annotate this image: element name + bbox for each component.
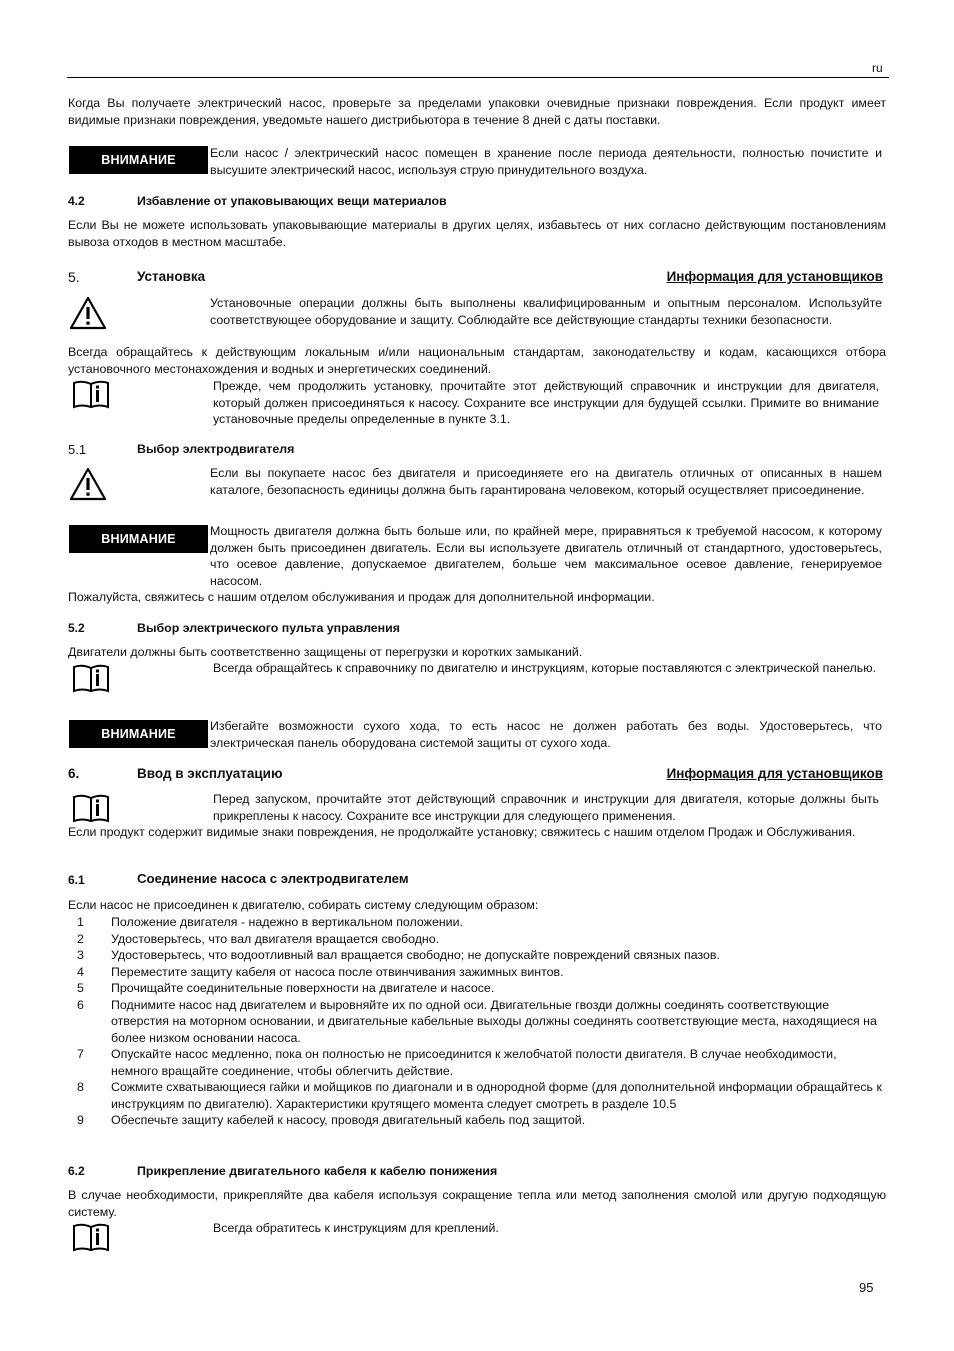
section-number: 6.2 — [68, 1164, 85, 1178]
danger-text: Если вы покупаете насос без двигателя и присоединяете его на двигатель отличных от описанных в нашем каталоге, безопасность единицы должна быть гарантирована человеком, который осуществляет присоединение. — [210, 466, 882, 497]
section-number: 5.1 — [68, 442, 87, 457]
step-number: 4 — [77, 964, 84, 979]
steps-intro: Если насос не присоединен к двигателю, собирать систему следующим образом: — [68, 898, 539, 912]
chapter-number: 6. — [68, 766, 80, 781]
section-paragraph: Всегда обращайтесь к действующим локальным и/или национальным стандартам, законодательству и кодам, касающихся отбора установочного местонахождения и водных и энергетических соединений. — [68, 345, 886, 376]
section-title: Соединение насоса с электродвигателем — [137, 871, 409, 886]
list-item — [68, 964, 888, 981]
info-text: Всегда обратитесь к инструкциям для креплений. — [213, 1221, 499, 1235]
step-number: 9 — [77, 1113, 84, 1127]
step-text: Удостоверьтесь, что вал двигателя вращается свободно. — [111, 931, 440, 946]
section-paragraph: Если продукт содержит видимые знаки повреждения, не продолжайте установку; свяжитесь с нашим отделом Продаж и Обслуживания. — [68, 825, 856, 839]
section-paragraph: Пожалуйста, свяжитесь с нашим отделом обслуживания и продаж для дополнительной информации. — [68, 590, 655, 604]
chapter-title: Установка — [137, 269, 206, 284]
step-text: Опускайте насос медленно, пока он полностью не присоединится к желобчатой полости двигателя. В случае необходимости, немного вращайте соединение, чтобы облегчить действие. — [111, 1047, 837, 1078]
chapter-number: 5. — [68, 269, 80, 285]
section-paragraph: В случае необходимости, прикрепляйте два кабеля используя сокращение тепла или метод заполнения смолой или другую подходящую систему. — [68, 1188, 886, 1219]
warning-triangle-icon — [69, 467, 107, 506]
info-text: Перед запуском, прочитайте этот действующий справочник и инструкции для двигателя, которые должны быть прикреплены к насосу. Сохраните все инструкции для следующего применения. — [213, 792, 879, 823]
step-text: Переместите защиту кабеля от насоса после отвинчивания зажимных винтов. — [111, 964, 564, 979]
info-text: Всегда обращайтесь к справочнику по двигателю и инструкциям, которые поставляются с электрической панелью. — [213, 661, 876, 675]
step-text: Удостоверьтесь, что водоотливный вал вращается свободно; не допускайте повреждений связных пазов. — [111, 948, 720, 962]
step-text: Прочищайте соединительные поверхности на двигателе и насосе. — [111, 981, 495, 995]
step-number: 7 — [77, 1047, 84, 1061]
step-number: 2 — [77, 931, 84, 946]
chapter-title: Ввод в эксплуатацию — [137, 766, 283, 781]
warning-badge: ВНИМАНИЕ — [69, 146, 208, 174]
danger-text: Установочные операции должны быть выполнены квалифицированным и опытным персоналом. Используйте соответствующее оборудование и защиту. Соблюдайте все действующие стандарты техники безопасности. — [210, 296, 882, 327]
step-number: 1 — [77, 915, 84, 929]
list-item — [68, 980, 888, 997]
manual-book-icon — [72, 793, 110, 828]
section-title: Избавление от упаковывающих вещи материалов — [137, 194, 447, 208]
step-number: 8 — [77, 1080, 84, 1094]
step-text: Обеспечьте защиту кабелей к насосу, проводя двигательный кабель под защитой. — [111, 1113, 586, 1127]
section-title: Выбор электрического пульта управления — [137, 621, 401, 635]
section-number: 5.2 — [68, 621, 85, 635]
assembly-steps-list — [68, 914, 888, 1129]
section-paragraph: Двигатели должны быть соответственно защищены от перегрузки и коротких замыканий. — [68, 645, 583, 659]
info-text: Прежде, чем продолжить установку, прочитайте этот действующий справочник и инструкции для двигателя, который должен присоединяться к насосу. Сохраните все инструкции для будущей ссылки. Примите во внимание установочные пределы определенные в пункте 3.1. — [213, 379, 879, 426]
audience-label: Информация для установщиков — [666, 766, 883, 781]
section-number: 4.2 — [68, 194, 85, 208]
header-rule — [67, 77, 889, 78]
list-item — [68, 1079, 888, 1112]
list-item — [68, 997, 888, 1047]
list-item — [68, 914, 888, 931]
step-number: 5 — [77, 981, 84, 995]
list-item — [68, 947, 888, 964]
list-item — [68, 1046, 888, 1079]
step-text: Поднимите насос над двигателем и выровняйте их по одной оси. Двигательные гвозди должны соединять соответствующие отверстия на моторном основании, и двигательные кабельные выходы должны соединять соответствующие места, находящиеся на более низком основании насоса. — [111, 997, 877, 1045]
language-code: ru — [872, 61, 883, 75]
warning-triangle-icon — [69, 296, 107, 335]
section-title: Прикрепление двигательного кабеля к кабелю понижения — [137, 1164, 498, 1178]
page-number: 95 — [859, 1280, 874, 1295]
warning-text: Избегайте возможности сухого хода, то есть насос не должен работать без воды. Удостоверьтесь, что электрическая панель оборудована системой защиты от сухого хода. — [210, 719, 882, 750]
step-number: 6 — [77, 997, 84, 1012]
list-item — [68, 931, 888, 948]
manual-book-icon — [72, 379, 110, 414]
section-paragraph: Если Вы не можете использовать упаковывающие материалы в других целях, избавьтесь от них согласно действующим постановлениям вывоза отходов в местном масштабе. — [68, 218, 886, 249]
list-item — [68, 1112, 888, 1129]
warning-text: Мощность двигателя должна быть больше или, по крайней мере, приравняться к требуемой насосом, к которому должен быть присоединен двигатель. Если вы используете двигатель отличный от стандартного, удостоверьтесь, что осевое давление, допускаемое двигателем, больше чем максимальное осевое давление, генерируемое насосом. — [210, 524, 882, 588]
audience-label: Информация для установщиков — [666, 269, 883, 284]
warning-badge: ВНИМАНИЕ — [69, 720, 208, 748]
intro-paragraph: Когда Вы получаете электрический насос, проверьте за пределами упаковки очевидные признаки повреждения. Если продукт имеет видимые признаки повреждения, уведомьте нашего дистрибьютора в течение 8 дней с даты поставки. — [68, 96, 886, 127]
warning-text: Если насос / электрический насос помещен в хранение после периода деятельности, полностью почистите и высушите электрический насос, используя струю принудительного воздуха. — [210, 146, 882, 177]
step-number: 3 — [77, 948, 84, 962]
section-title: Выбор электродвигателя — [137, 442, 295, 456]
step-text: Положение двигателя - надежно в вертикальном положении. — [111, 915, 463, 929]
step-text: Сожмите схватывающиеся гайки и мойщиков по диагонали и в однородной форме (для дополнительной информации обращайтесь к инструкциям по двигателю). Характеристики крутящего момента следует смотреть в разделе 10.5 — [111, 1080, 882, 1111]
manual-book-icon — [72, 663, 110, 698]
warning-badge: ВНИМАНИЕ — [69, 525, 208, 553]
manual-book-icon — [72, 1222, 110, 1257]
section-number: 6.1 — [68, 873, 85, 887]
